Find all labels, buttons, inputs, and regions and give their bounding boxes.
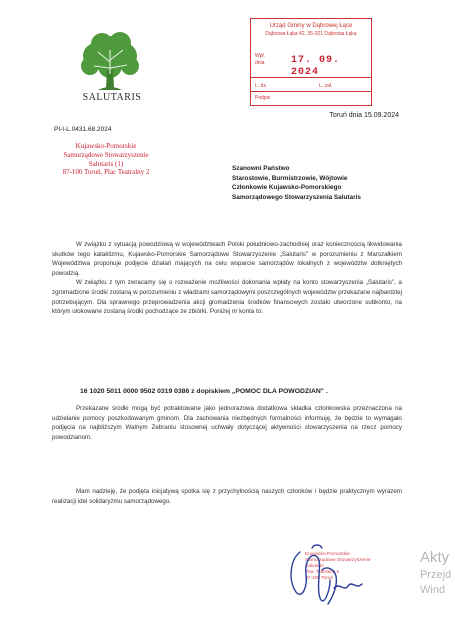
paragraph-4: Mam nadzieję, że podjęta inicjatywą spotka się z przychylnością naszych członków i będzie praktycznym wyrazem realizacji idei solidaryzmu samorządowego. <box>52 488 402 505</box>
stamp-dnia-label: dnia <box>255 60 265 66</box>
sig-stamp-line-2: Samorządowe Stowarzyszenie <box>305 557 371 563</box>
sig-stamp-line-1: Kujawsko-Pomorskie <box>305 552 350 557</box>
letter-body <box>52 240 402 317</box>
recipient-line-4: Samorządowego Stowarzyszenia Salutaris <box>232 193 361 201</box>
stamp-office-name: Urząd Gminy w Dąbrowej Łące <box>269 23 353 29</box>
sig-stamp-line-3: Salutaris <box>305 563 324 569</box>
stamp-signature-label: Podpis <box>255 95 271 101</box>
watermark-line-2: Przejd <box>420 569 452 582</box>
stamp-ldz-label: L. dz. <box>255 83 268 89</box>
paragraph-2: W związku z tym zwracamy się o rozważenie możliwości dokonania wpłaty na konto stowarzyszenia „Salutaris", a zgromadzone środki zostaną w porozumieniu z władzami samorządowymi poszczególnych województw przekazane najbardziej potrzebującym. Dla sprawnego przeprowadzenia akcji gromadzenia środków finansowych zostało utworzone subkonto, na którym ulokowane zostaną środki pochodzące ze zbiórki. Poniżej nr konta to: <box>52 279 402 316</box>
sender-line-2: Samorządowe Stowarzyszenie <box>63 150 149 159</box>
sig-stamp-line-5: 87-100 Toruń <box>305 575 334 581</box>
sender-stamp <box>46 142 166 177</box>
recipient-line-2: Starostowie, Burmistrzowie, Wójtowie <box>232 174 348 182</box>
watermark-line-1: Akty <box>420 549 450 566</box>
recipient-block <box>232 164 432 202</box>
letter-closing <box>52 487 402 506</box>
sig-stamp-line-4: Plac Teatralny 2 <box>305 569 340 575</box>
stamp-lzal-label: L. zał. <box>319 83 333 89</box>
stamp-office-address: Dąbrowa Łąka 42, 35-321 Dąbrowa Łąka <box>265 31 357 37</box>
sender-line-1: Kujawsko-Pomorskie <box>75 142 137 150</box>
place-and-date: Toruń dnia 15.09.2024 <box>329 112 399 119</box>
stamp-received-date: 17. 09. 2024 <box>291 55 341 78</box>
bank-account-number: 16 1020 5011 0000 9502 0319 0386 z dopiskiem „POMOC DLA POWODZIAN" . <box>80 388 328 395</box>
handwritten-signature <box>282 540 372 620</box>
paragraph-3: Przekazane środki mogą być potraktowane jako jednorazowa dodatkowa składka członkowska przeznaczona na udzielanie pomocy poszkodowanym gminom. Dla zachowania niezbędnych formalności informuję, że będzie to wymagało podjęcia na najbliższym Walnym Zebraniu stosownej uchwały dotyczącej aktywności stowarzyszenia na rzecz pomocy powodzianom. <box>52 405 402 441</box>
sender-line-4: 87-100 Toruń, Plac Teatralny 2 <box>62 168 150 177</box>
logo-wordmark: SALUTARIS <box>82 92 142 103</box>
windows-activation-watermark <box>420 548 451 598</box>
letter-body-continued <box>52 404 402 442</box>
stamp-wpl-label: Wpł. <box>255 53 265 59</box>
paragraph-1: W związku z sytuacją powodziową w województwach Polski południowo-zachodniej oraz koniecznością likwidowania skutków tego kataklizmu, Kujawsko-Pomorskie Samorządowe Stowarzyszenie „Salutaris" w porozumieniu z Marszałkiem Województwa proponuje podjęcie działań mających na celu wsparcie samorządów lokalnych z województw dotkniętych powodzią. <box>52 241 402 277</box>
watermark-line-3: Wind <box>420 584 446 597</box>
reference-number: PI-I-L.0431.68.2024 <box>54 126 112 133</box>
recipient-greeting: Szanowni Państwo <box>232 165 290 172</box>
recipient-line-3: Członkowie Kujawsko-Pomorskiego <box>232 184 342 192</box>
sender-line-3: Salutaris (1) <box>88 159 124 168</box>
incoming-mail-stamp <box>250 18 372 106</box>
salutaris-tree-logo <box>70 30 150 92</box>
